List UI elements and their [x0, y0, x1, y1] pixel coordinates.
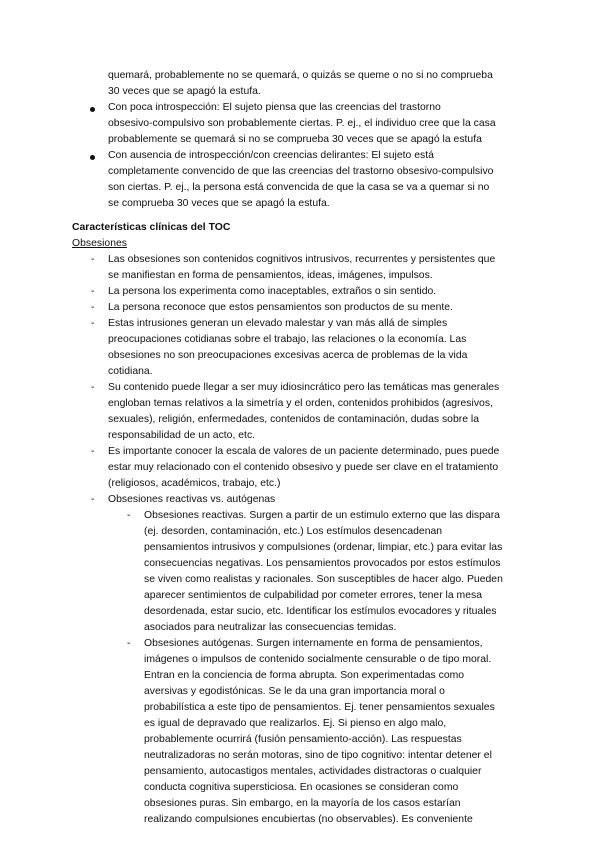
sub-item-text: (ej. desorden, contaminación, etc.) Los estímulos desencadenan — [144, 526, 443, 537]
list-item-text: La persona los experimenta como inaceptables, extraños o sin sentido. — [108, 286, 437, 297]
dash-marker: - — [91, 254, 95, 265]
list-item-text: obsesiones no son preocupaciones excesivas acerca de problemas de la vida — [108, 350, 468, 361]
sub-item-text: imágenes o impulsos de contenido socialmente censurable o de tipo moral. — [144, 654, 492, 665]
sub-item-text: pensamientos intrusivos y compulsiones (ordenar, limpiar, etc.) para evitar las — [144, 542, 503, 553]
list-item-text: La persona reconoce que estos pensamientos son productos de su mente. — [108, 302, 453, 313]
sub-item-text: es igual de depravado que realizarlos. Ej. Si pienso en algo malo, — [144, 718, 447, 729]
list-item-text: Obsesiones reactivas vs. autógenas — [108, 494, 276, 505]
list-item-text: engloban temas relativos a la simetría y el orden, contenidos prohibidos (agresivos, — [108, 398, 493, 409]
sub-dash-marker: - — [127, 638, 131, 649]
sub-item-text: se viven como realistas y racionales. Son susceptibles de hacer algo. Pueden — [144, 574, 503, 585]
sub-item-text: neutralizadoras no serán motoras, sino de tipo cognitivo: intentar detener el — [144, 750, 492, 761]
list-item-text: responsabilidad de un acto, etc. — [108, 430, 256, 441]
sub-item-text: asociados para neutralizar las consecuencias temidas. — [144, 622, 397, 633]
list-item-text: (religiosos, académicos, trabajo, etc.) — [108, 478, 281, 489]
sub-item-text: Obsesiones autógenas. Surgen internamente en forma de pensamientos, — [144, 638, 483, 649]
dash-marker: - — [91, 302, 95, 313]
list-item-text: sexuales), religión, enfermedades, contenidos de contaminación, dudas sobre la — [108, 414, 480, 425]
sub-item-text: obsesiones puras. Sin embargo, en la mayoría de los casos estarían — [144, 798, 461, 809]
sub-item-text: consecuencias negativas. Los pensamientos provocados por estos estímulos — [144, 558, 501, 569]
list-item-text: Estas intrusiones generan un elevado malestar y van más allá de simples — [108, 318, 448, 329]
bullet-text: son ciertas. P. ej., la persona está convencida de que la casa se va a quemar si no — [108, 182, 490, 193]
list-item-text: Es importante conocer la escala de valores de un paciente determinado, pues puede — [108, 446, 500, 457]
sub-item-text: aversivas y egodistónicas. Se le da una gran importancia moral o — [144, 686, 445, 697]
sub-item-text: conducta cognitiva supersticiosa. En ocasiones se consideran como — [144, 782, 459, 793]
sub-item-text: pensamiento, autocastigos mentales, actividades distractoras o cualquier — [144, 766, 482, 777]
paragraph-line: 30 veces que se apagó la estufa. — [108, 86, 261, 97]
paragraph-line: quemará, probablemente no se quemará, o quizás se queme o no si no comprueba — [108, 70, 493, 81]
list-item-text: estar muy relacionado con el contenido obsesivo y puede ser clave en el tratamiento — [108, 462, 499, 473]
sub-item-text: realizando compulsiones encubiertas (no observables). Es conveniente — [144, 814, 473, 825]
bullet-text: se comprueba 30 veces que se apagó la estufa. — [108, 198, 330, 209]
sub-dash-marker: - — [127, 510, 131, 521]
sub-item-text: aparecer sentimientos de culpabilidad por cometer errores, tener la mesa — [144, 590, 483, 601]
dash-marker: - — [91, 318, 95, 329]
bullet-icon — [90, 107, 95, 112]
sub-item-text: Obsesiones reactivas. Surgen a partir de un estimulo externo que las dispara — [144, 510, 500, 521]
bullet-text: completamente convencido de que las creencias del trastorno obsesivo-compulsivo — [108, 166, 494, 177]
bullet-text: probablemente se quemará si no se comprueba 30 veces que se apagó la estufa — [108, 134, 482, 145]
dash-marker: - — [91, 382, 95, 393]
dash-marker: - — [91, 446, 95, 457]
sub-item-text: probabilística a este tipo de pensamientos. Ej. tener pensamientos sexuales — [144, 702, 495, 713]
sub-item-text: probablemente ocurrirá (fusión pensamiento-acción). Las respuestas — [144, 734, 462, 745]
sub-item-text: desordenada, estar sucio, etc. Identificar los estímulos evocadores y rituales — [144, 606, 497, 617]
section-heading: Características clínicas del TOC — [72, 222, 231, 233]
dash-marker: - — [91, 286, 95, 297]
sub-item-text: Entran en la conciencia de forma abrupta. Son experimentadas como — [144, 670, 465, 681]
dash-marker: - — [91, 494, 95, 505]
list-item-text: preocupaciones cotidianas sobre el trabajo, las relaciones o la economía. Las — [108, 334, 467, 345]
bullet-text: Con ausencia de introspección/con creencias delirantes: El sujeto está — [108, 150, 434, 161]
list-item-text: cotidiana. — [108, 366, 153, 377]
bullet-text: obsesivo-compulsivo son probablemente ciertas. P. ej., el individuo cree que la casa — [108, 118, 496, 129]
bullet-text: Con poca introspección: El sujeto piensa que las creencias del trastorno — [108, 102, 441, 113]
list-item-text: Su contenido puede llegar a ser muy idiosincrático pero las temáticas mas generales — [108, 382, 500, 393]
list-item-text: Las obsesiones son contenidos cognitivos intrusivos, recurrentes y persistentes que — [108, 254, 496, 265]
section-subheading: Obsesiones — [72, 238, 127, 249]
bullet-icon — [90, 155, 95, 160]
list-item-text: se manifiestan en forma de pensamientos, ideas, imágenes, impulsos. — [108, 270, 433, 281]
